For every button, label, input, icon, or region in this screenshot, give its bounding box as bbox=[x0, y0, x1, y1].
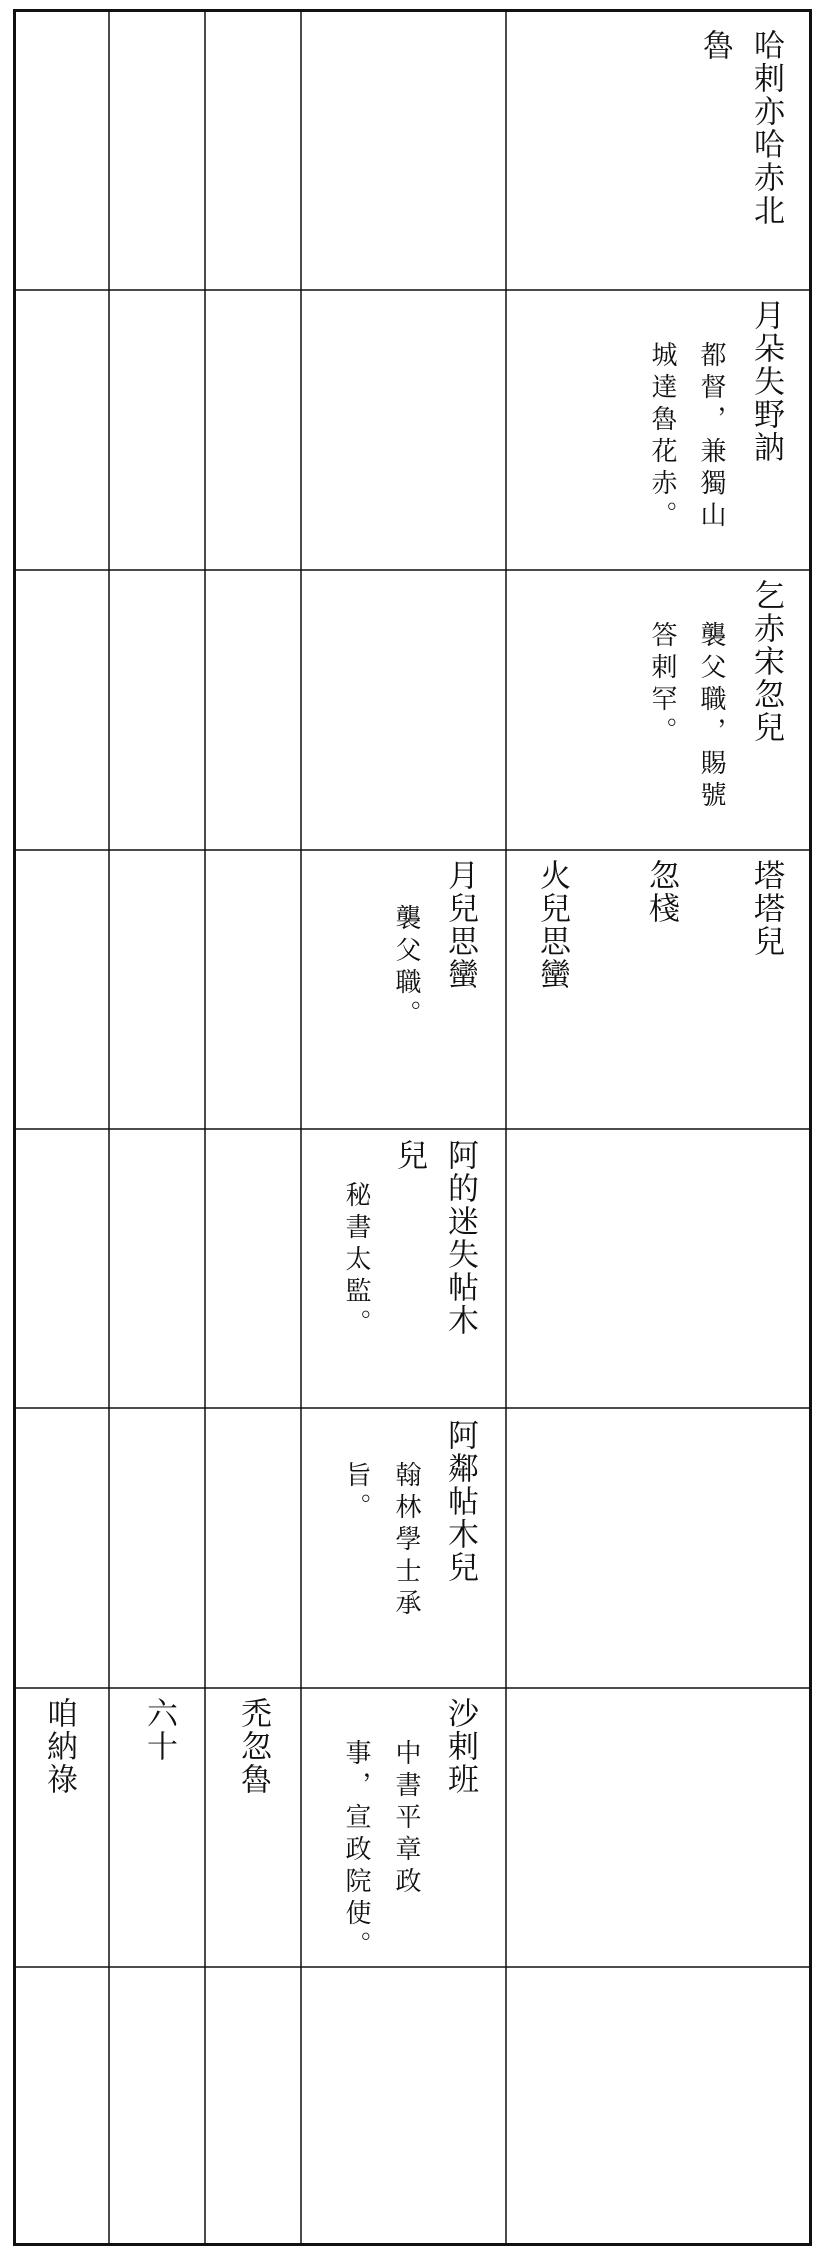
note-yueduo-line2: 城達魯花赤。 bbox=[647, 341, 677, 533]
entry-tataer: 塔塔兒 bbox=[748, 859, 784, 958]
entry-alin-tiemuer: 阿鄰帖木兒 bbox=[442, 1419, 478, 1584]
entry-tuhulu: 禿忽魯 bbox=[235, 1697, 271, 1796]
note-shalaban-line2: 事，宣政院使。 bbox=[341, 1739, 371, 1963]
table-grid bbox=[13, 9, 812, 2246]
note-adimishi: 秘書太監。 bbox=[341, 1181, 371, 1341]
entry-yueer-siman: 月兒思蠻 bbox=[442, 859, 478, 991]
entry-adimishi-tiemuer: 阿的迷失帖木 bbox=[442, 1139, 478, 1337]
genealogy-table bbox=[13, 9, 812, 2246]
entry-yueduo-shiyene: 月朵失野訥 bbox=[748, 299, 784, 464]
entry-hala-yihachibei: 哈剌亦哈赤北 bbox=[748, 29, 784, 227]
note-alin-line1: 翰林學士承 bbox=[391, 1461, 421, 1621]
entry-zanalu: 咱納祿 bbox=[41, 1697, 77, 1796]
entry-huoer-siman: 火兒思蠻 bbox=[534, 859, 570, 991]
note-qichi-line2: 答剌罕。 bbox=[647, 621, 677, 749]
note-shalaban-line1: 中書平章政 bbox=[391, 1739, 421, 1899]
note-yueer-siman: 襲父職。 bbox=[391, 904, 421, 1032]
note-alin-line2: 旨。 bbox=[341, 1461, 371, 1525]
entry-huzhan: 忽棧 bbox=[643, 859, 679, 925]
entry-liushi: 六十 bbox=[141, 1697, 177, 1763]
entry-shalaban: 沙剌班 bbox=[442, 1697, 478, 1796]
note-yueduo-line1: 都督，兼獨山 bbox=[696, 341, 726, 533]
entry-qichi-songhuer: 乞赤宋忽兒 bbox=[748, 579, 784, 744]
note-qichi-line1: 襲父職，賜號 bbox=[696, 621, 726, 813]
entry-hala-yihachibei-cont: 魯 bbox=[697, 29, 733, 62]
entry-adimishi-tiemuer-cont: 兒 bbox=[391, 1139, 427, 1172]
